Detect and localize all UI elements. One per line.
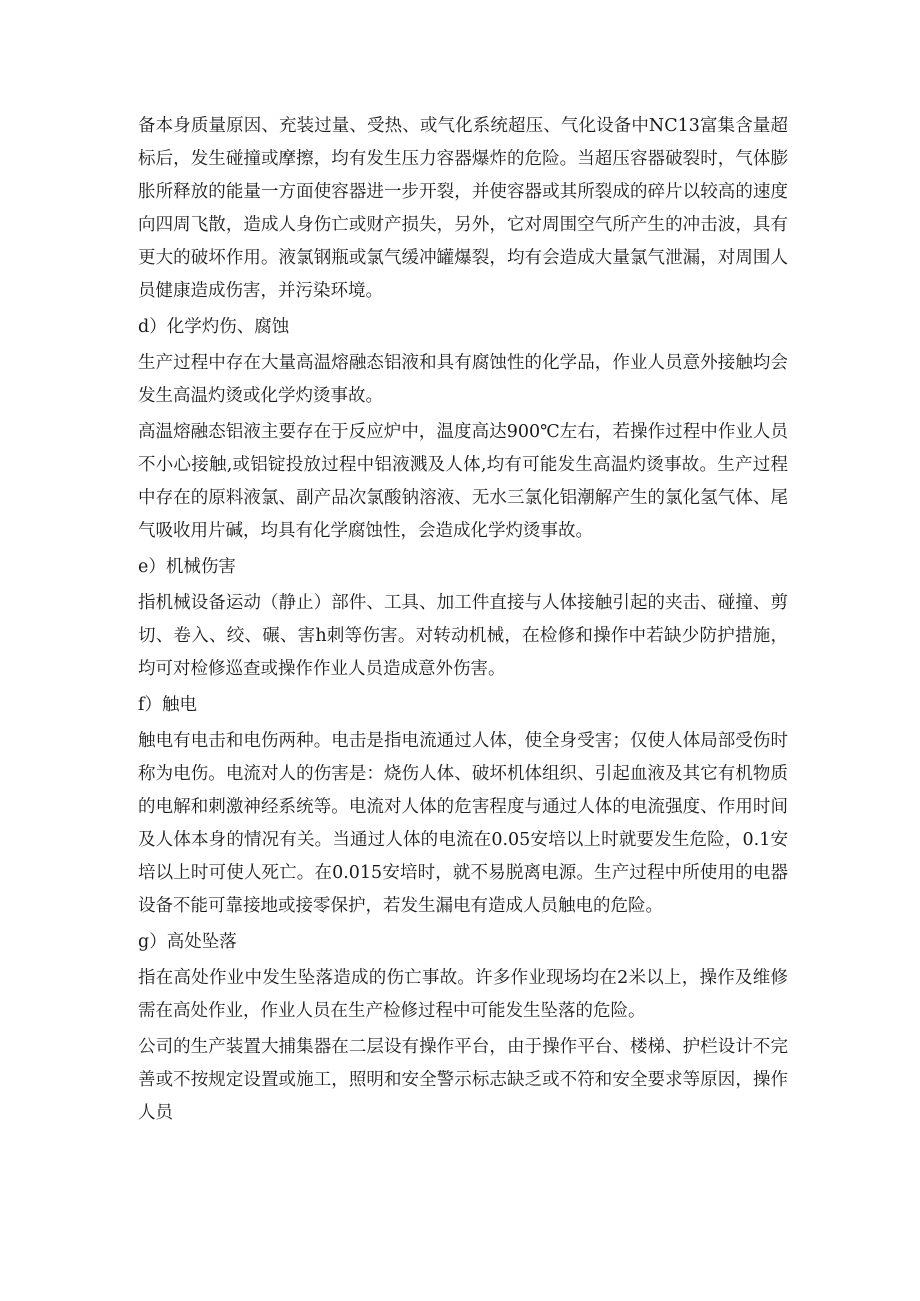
paragraph-mechanical-injury: 指机械设备运动（静止）部件、工具、加工件直接与人体接触引起的夹击、碰撞、剪切、卷入、绞、碾、害h刺等伤害。对转动机械，在检修和操作中若缺少防护措施，均可对检修巡查或操作作业人员造成意外伤害。 bbox=[138, 593, 788, 679]
heading-electric-shock: f）触电 bbox=[138, 695, 197, 715]
document-body bbox=[138, 110, 788, 1133]
paragraph-electric-shock: 触电有电击和电伤两种。电击是指电流通过人体，使全身受害；仅使人体局部受伤时称为电伤。电流对人的伤害是：烧伤人体、破坏机体组织、引起血液及其它有机物质的电解和刺激神经系统等。电流对人体的危害程度与通过人体的电流强度、作用时间及人体本身的情况有关。当通过人体的电流在0.05安培以上时就要发生危险，0.1安培以上时可使人死亡。在0.015安培时，就不易脱离电源。生产过程中所使用的电器设备不能可靠接地或接零保护，若发生漏电有造成人员触电的危险。 bbox=[138, 731, 788, 916]
heading-chemical-burn: d）化学灼伤、腐蚀 bbox=[138, 317, 290, 337]
heading-fall-from-height: g）高处坠落 bbox=[138, 932, 237, 952]
paragraph-chemical-burn-intro: 生产过程中存在大量高温熔融态铝液和具有腐蚀性的化学品，作业人员意外接触均会发生高温灼烫或化学灼烫事故。 bbox=[138, 353, 788, 406]
paragraph-molten-aluminum: 高温熔融态铝液主要存在于反应炉中，温度高达900℃左右，若操作过程中作业人员不小心接触,或铝锭投放过程中铝液溅及人体,均有可能发生高温灼烫事故。生产过程中存在的原料液氯、副产品次氯酸钠溶液、无水三氯化铝潮解产生的氯化氢气体、尾气吸收用片碱，均具有化学腐蚀性，会造成化学灼烫事故。 bbox=[138, 422, 788, 541]
paragraph-platform-risk: 公司的生产装置大捕集器在二层设有操作平台，由于操作平台、楼梯、护栏设计不完善或不按规定设置或施工，照明和安全警示标志缺乏或不符和安全要求等原因，操作人员 bbox=[138, 1037, 788, 1123]
paragraph-pressure-vessel: 备本身质量原因、充装过量、受热、或气化系统超压、气化设备中NC13富集含量超标后，发生碰撞或摩擦，均有发生压力容器爆炸的危险。当超压容器破裂时，气体膨胀所释放的能量一方面使容器进一步开裂，并使容器或其所裂成的碎片以较高的速度向四周飞散，造成人身伤亡或财产损失，另外，它对周围空气所产生的冲击波，具有更大的破坏作用。液氯钢瓶或氯气缓冲罐爆裂，均有会造成大量氯气泄漏，对周围人员健康造成伤害，并污染环境。 bbox=[138, 116, 788, 301]
paragraph-fall-from-height: 指在高处作业中发生坠落造成的伤亡事故。许多作业现场均在2米以上，操作及维修需在高处作业，作业人员在生产检修过程中可能发生坠落的危险。 bbox=[138, 968, 788, 1021]
heading-mechanical-injury: e）机械伤害 bbox=[138, 557, 236, 577]
